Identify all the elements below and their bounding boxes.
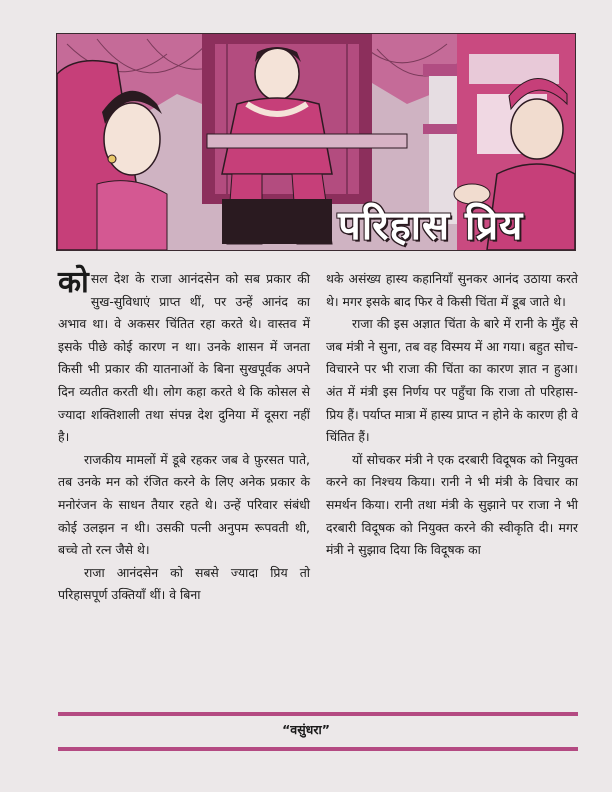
text-columns — [58, 265, 578, 698]
column-right — [326, 268, 578, 698]
drop-cap: को — [58, 265, 89, 300]
story-title: परिहास प्रिय — [338, 203, 524, 249]
paragraph — [58, 265, 310, 449]
column-left — [58, 265, 310, 698]
paragraph-text: सल देश के राजा आनंदसेन को सब प्रकार की सुख-सुविधाएं प्राप्त थीं, पर उन्हें आनंद का अभाव था। वे अकसर चिंतित रहा करते थे। वास्तव में इसके पीछे कोई कारण न था। उनके शासन में जनता किसी भी प्रकार की यातनाओं के बिना सुखपूर्वक अपने दिन व्यतीत करती थी। लोग कहा करते थे कि कोसल से ज्यादा शक्तिशाली तथा संपन्न देश दुनिया में दूसरा नहीं है। — [58, 271, 310, 445]
footer-rule-bottom — [58, 747, 578, 751]
paragraph: राजा आनंदसेन को सबसे ज्यादा प्रिय तो परिहासपूर्ण उक्तियाँ थीं। वे बिना — [58, 564, 310, 603]
paragraph: राजा की इस अज्ञात चिंता के बारे में रानी के मुँह से जब मंत्री ने सुना, तब वह विस्मय में आ गया। बहुत सोच-विचारने पर भी राजा की चिंता का कारण ज्ञात न हुआ। अंत में मंत्री इस निर्णय पर पहुँचा कि राजा तो परिहास-प्रिय हैं। पर्याप्त मात्रा में हास्य प्राप्त न होने के कारण ही वे चिंतित हैं। — [326, 316, 578, 445]
paragraph: यों सोचकर मंत्री ने एक दरबारी विदूषक को नियुक्त करने का निश्चय किया। रानी ने भी मंत्री के विचार का समर्थन किया। रानी तथा मंत्री के सुझाने पर राजा ने भी दरबारी विदूषक को नियुक्त करने की स्वीकृति दी। मगर मंत्री ने सुझाव दिया कि विदूषक का — [326, 451, 578, 558]
magazine-name: “वसुंधरा” — [282, 722, 330, 737]
footer-rule-top — [58, 712, 578, 716]
paragraph: राजकीय मामलों में डूबे रहकर जब वे फ़ुरसत पाते, तब उनके मन को रंजित करने के लिए अनेक प्रकार के मनोरंजन के साधन तैयार रहते थे। उन्हें परिवार संबंधी कोई उलझन न थी। उसकी पत्नी अनुपम रूपवती थी, बच्चे तो रत्न जैसे थे। — [58, 451, 310, 558]
paragraph: थके असंख्य हास्य कहानियाँ सुनकर आनंद उठाया करते थे। मगर इसके बाद फिर वे किसी चिंता में डूब जाते थे। — [326, 271, 578, 309]
